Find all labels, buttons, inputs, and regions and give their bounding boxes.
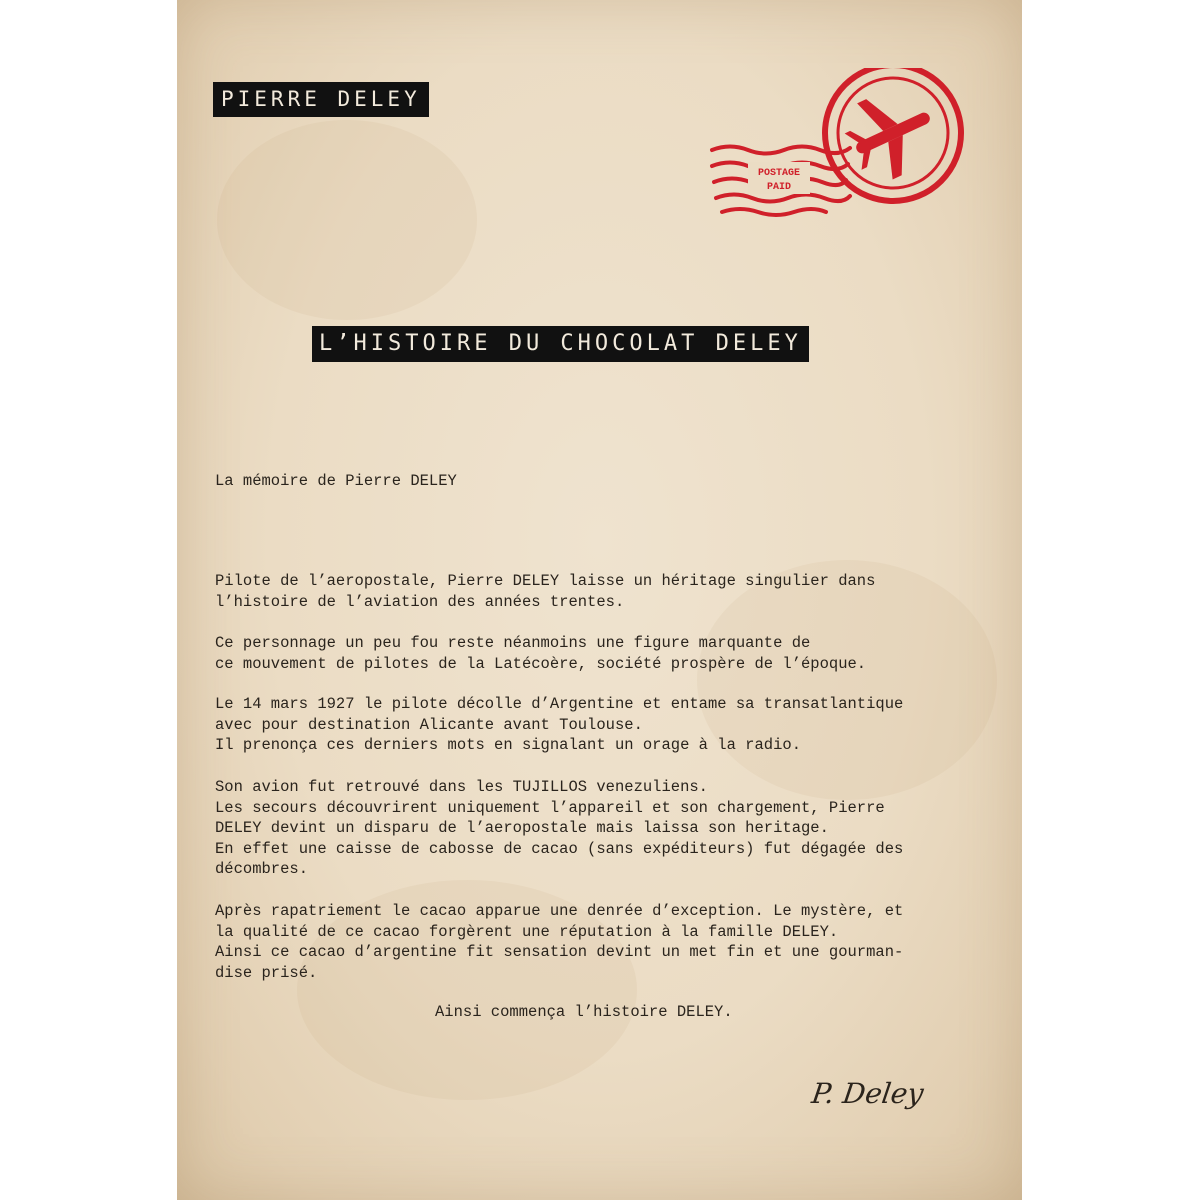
postage-stamp <box>700 68 970 228</box>
postage-paid-text <box>748 162 810 194</box>
paragraph: Après rapatriement le cacao apparue une denrée d’exception. Le mystère, et la qualité de ce cacao forgèrent une réputation à la famille DELEY. Ainsi ce cacao d’argentine fit sensation devint un met fin et une gourman- dise prisé. <box>215 902 904 982</box>
paper-stain <box>217 120 477 320</box>
paragraph: Pilote de l’aeropostale, Pierre DELEY laisse un héritage singulier dans l’histoire de l’aviation des années trentes. <box>215 572 876 611</box>
paragraph: Ce personnage un peu fou reste néanmoins une figure marquante de ce mouvement de pilotes de la Latécoère, société prospère de l’époque. <box>215 634 867 673</box>
sender-label: PIERRE DELEY <box>213 82 429 117</box>
svg-text:PAID: PAID <box>766 182 792 193</box>
paragraph: Le 14 mars 1927 le pilote décolle d’Argentine et entame sa transatlantique avec pour destination Alicante avant Toulouse. Il prenonça ces derniers mots en signalant un orage à la radio. <box>215 695 904 754</box>
closing-line: Ainsi commença l’histoire DELEY. <box>435 1003 733 1021</box>
document-subtitle: La mémoire de Pierre DELEY <box>215 472 457 490</box>
svg-text:POSTAGE: POSTAGE <box>757 168 801 179</box>
document-title: L’HISTOIRE DU CHOCOLAT DELEY <box>312 326 809 362</box>
handwritten-signature: P. Deley <box>809 1077 926 1110</box>
paragraph: Son avion fut retrouvé dans les TUJILLOS venezuliens. Les secours découvrirent uniquement l’appareil et son chargement, Pierre DELEY devint un disparu de l’aeropostale mais laissa son heritage. En effet une caisse de cabosse de cacao (sans expéditeurs) fut dégagée des décombres. <box>215 778 904 878</box>
